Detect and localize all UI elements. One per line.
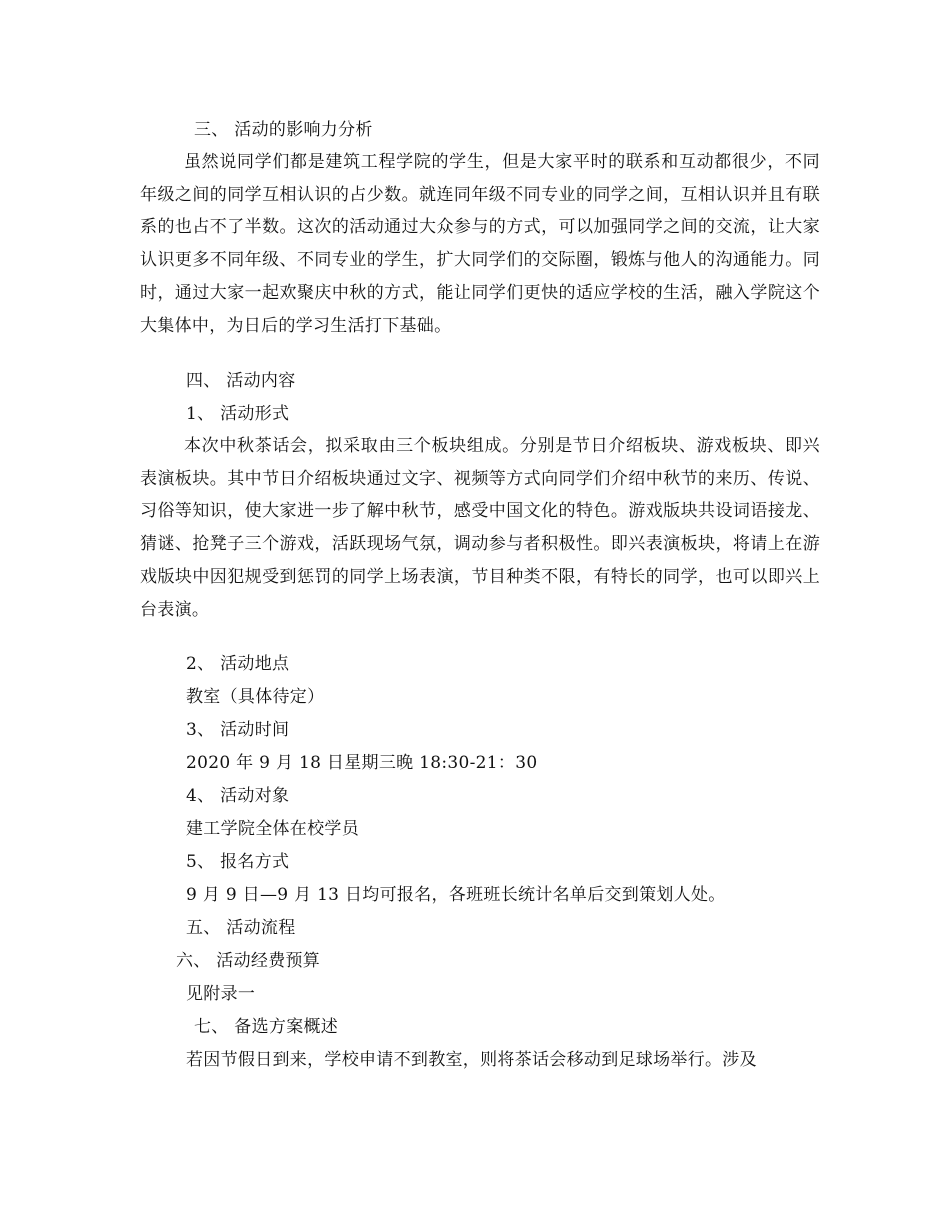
section-heading-alternative: 七、 备选方案概述 (194, 1017, 339, 1037)
location-text: 教室（具体待定） (186, 687, 325, 707)
subheading-registration: 5、 报名方式 (186, 852, 290, 872)
time-text: 2020 年 9 月 18 日星期三晚 18:30-21：30 (186, 753, 538, 773)
section-heading-content: 四、 活动内容 (186, 371, 296, 391)
paragraph-activity-form: 本次中秋茶话会，拟采取由三个板块组成。分别是节日介绍板块、游戏板块、即兴表演板块。其中节日介绍板块通过文字、视频等方式向同学们介绍中秋节的来历、传说、习俗等知识，使大家进一步了解中秋节，感受中国文化的特色。游戏版块共设词语接龙、猜谜、抢凳子三个游戏，活跃现场气氛，调动参与者积极性。即兴表演板块，将请上在游戏版块中因犯规受到惩罚的同学上场表演，节目种类不限，有特长的同学，也可以即兴上台表演。 (140, 436, 820, 620)
audience-text: 建工学院全体在校学员 (186, 819, 359, 839)
subheading-location: 2、 活动地点 (186, 654, 290, 674)
paragraph-influence: 虽然说同学们都是建筑工程学院的学生，但是大家平时的联系和互动都很少，不同年级之间的同学互相认识的占少数。就连同年级不同专业的同学之间，互相认识并且有联系的也占不了半数。这次的活动通过大众参与的方式，可以加强同学之间的交流，让大家认识更多不同年级、不同专业的学生，扩大同学们的交际圈，锻炼与他人的沟通能力。同时，通过大家一起欢聚庆中秋的方式，能让同学们更快的适应学校的生活，融入学院这个大集体中，为日后的学习生活打下基础。 (140, 152, 820, 336)
subheading-activity-form: 1、 活动形式 (186, 404, 290, 424)
paragraph-alternative: 若因节假日到来，学校申请不到教室，则将茶话会移动到足球场举行。涉及 (186, 1050, 757, 1070)
subheading-time: 3、 活动时间 (186, 720, 290, 740)
section-heading-budget: 六、 活动经费预算 (176, 951, 321, 971)
subheading-audience: 4、 活动对象 (186, 786, 290, 806)
registration-text: 9 月 9 日—9 月 13 日均可报名，各班班长统计名单后交到策划人处。 (186, 885, 726, 905)
budget-text: 见附录一 (186, 984, 256, 1004)
section-heading-influence: 三、 活动的影响力分析 (194, 120, 373, 140)
section-heading-process: 五、 活动流程 (186, 918, 296, 938)
